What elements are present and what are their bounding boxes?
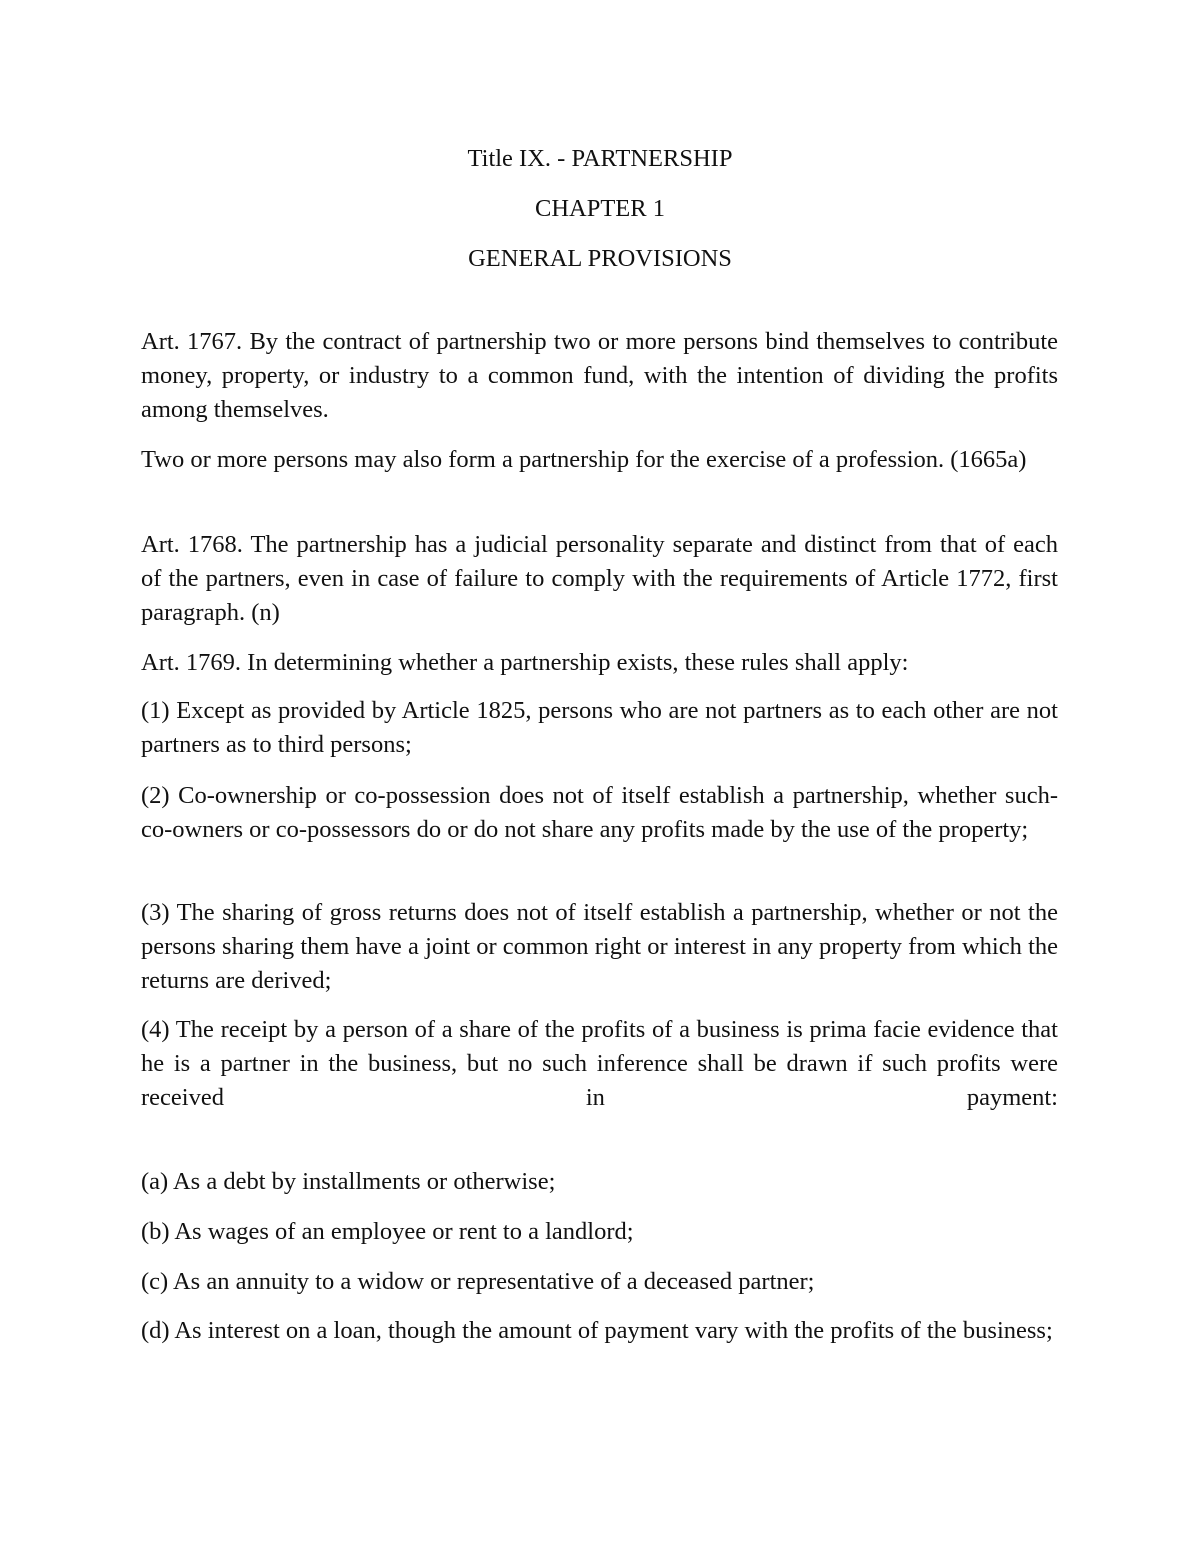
rule-1: (1) Except as provided by Article 1825, persons who are not partners as to each other are not partners as to third persons; (141, 697, 1058, 758)
paragraph-art-1768: Art. 1768. The partnership has a judicial personality separate and distinct from that of each of the partners, even in case of failure to comply with the requirements of Article 1772, first paragraph. (n) (141, 531, 1058, 626)
section-heading: GENERAL PROVISIONS (468, 245, 732, 272)
item-a: (a) As a debt by installments or otherwise; (141, 1168, 556, 1195)
item-c: (c) As an annuity to a widow or representative of a deceased partner; (141, 1268, 815, 1295)
rule-2: (2) Co-ownership or co-possession does not of itself establish a partnership, whether such-co-owners or co-possessors do or do not share any profits made by the use of the property; (141, 782, 1058, 843)
paragraph-art-1767: Art. 1767. By the contract of partnership two or more persons bind themselves to contribute money, property, or industry to a common fund, with the intention of dividing the profits among themselves. (141, 328, 1058, 423)
rule-4: (4) The receipt by a person of a share of the profits of a business is prima facie evidence that he is a partner in the business, but no such inference shall be drawn if such profits were received in payment: (141, 1016, 1058, 1111)
item-b: (b) As wages of an employee or rent to a landlord; (141, 1218, 634, 1245)
paragraph-profession: Two or more persons may also form a partnership for the exercise of a profession. (1665a) (141, 446, 1027, 473)
item-d: (d) As interest on a loan, though the amount of payment vary with the profits of the business; (141, 1317, 1053, 1344)
document-title: Title IX. - PARTNERSHIP (467, 145, 733, 172)
rule-3: (3) The sharing of gross returns does not of itself establish a partnership, whether or not the persons sharing them have a joint or common right or interest in any property from which the returns are derived; (141, 899, 1058, 994)
paragraph-art-1769: Art. 1769. In determining whether a partnership exists, these rules shall apply: (141, 649, 909, 676)
chapter-heading: CHAPTER 1 (534, 195, 665, 222)
